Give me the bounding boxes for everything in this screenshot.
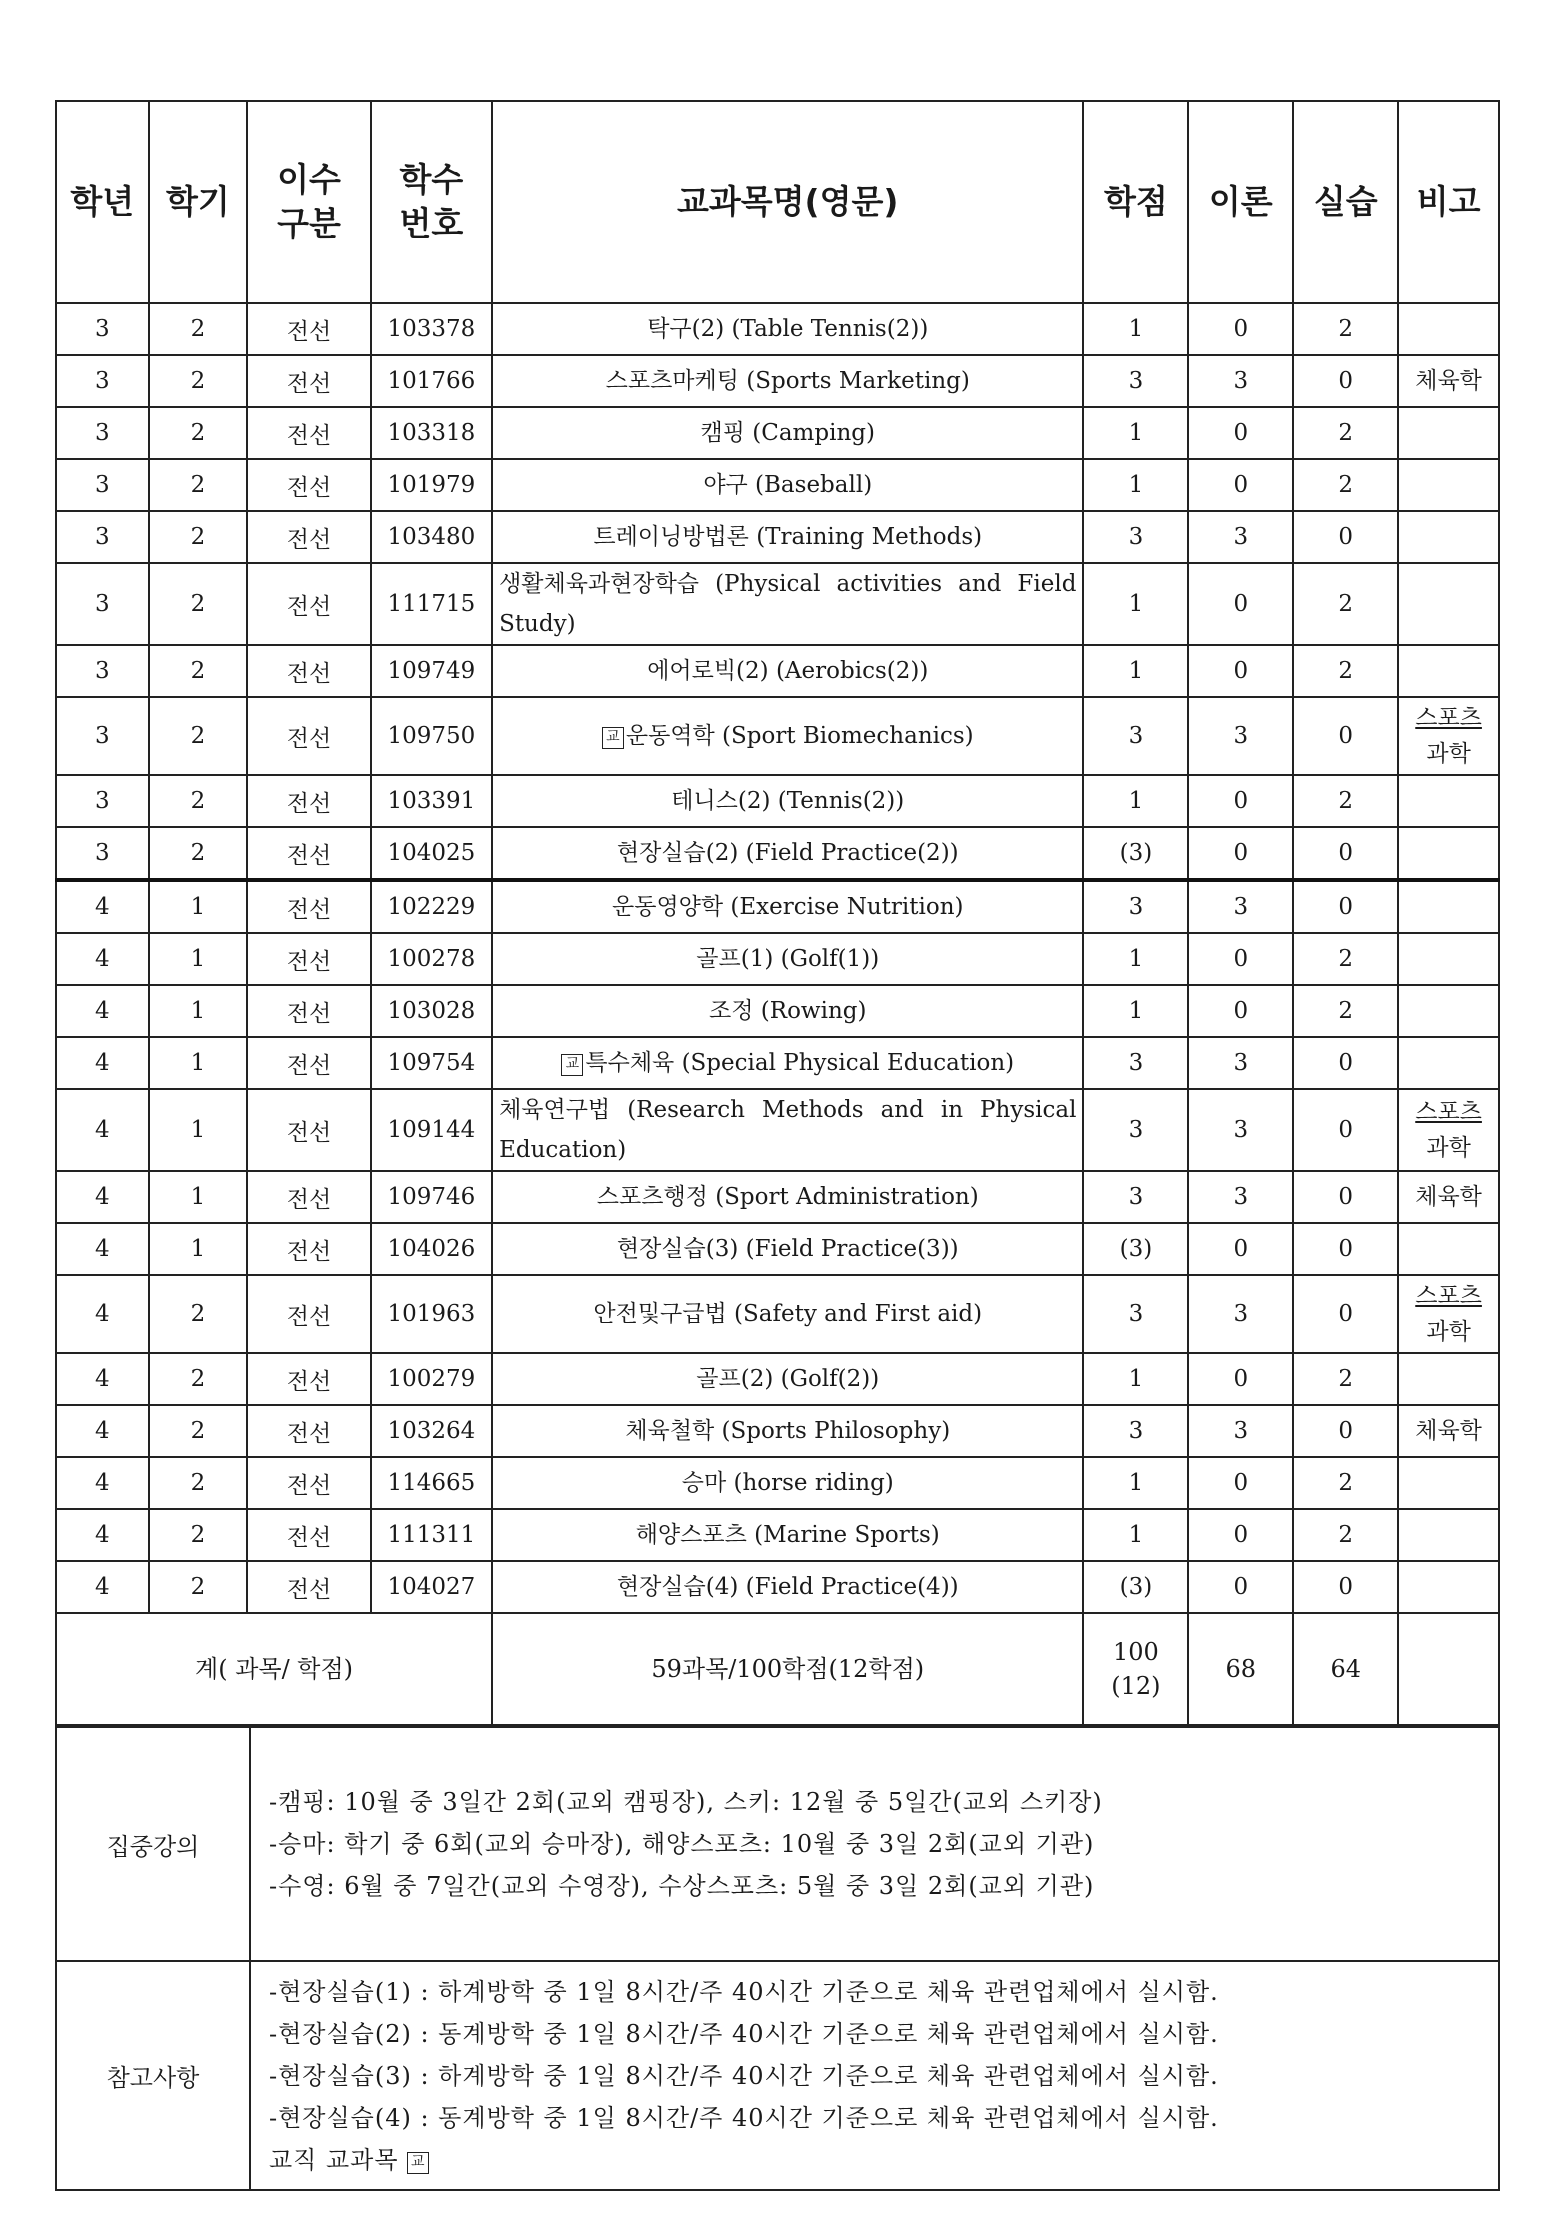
cell-note <box>1398 407 1499 459</box>
cell-year: 4 <box>56 1561 149 1613</box>
cell-practice: 2 <box>1293 1509 1398 1561</box>
table-row <box>56 1223 1499 1275</box>
cell-year: 4 <box>56 933 149 985</box>
total-theory: 68 <box>1188 1613 1293 1725</box>
cell-theory: 3 <box>1188 1037 1293 1089</box>
cell-practice: 0 <box>1293 827 1398 880</box>
cell-note <box>1398 1037 1499 1089</box>
total-credits: 100 (12) <box>1083 1613 1188 1725</box>
cell-credits: 3 <box>1083 1405 1188 1457</box>
cell-theory: 0 <box>1188 407 1293 459</box>
cell-year: 4 <box>56 1223 149 1275</box>
cell-course-name: 골프(1) (Golf(1)) <box>492 933 1083 985</box>
table-row <box>56 880 1499 933</box>
cell-year: 3 <box>56 775 149 827</box>
cell-practice: 2 <box>1293 563 1398 645</box>
table-row <box>56 645 1499 697</box>
total-row <box>56 1613 1499 1725</box>
cell-semester: 1 <box>149 985 248 1037</box>
cell-theory: 0 <box>1188 1509 1293 1561</box>
cell-code: 101766 <box>371 355 492 407</box>
notes-table <box>55 1726 1500 2191</box>
header-note: 비고 <box>1398 101 1499 303</box>
cell-course-name: 생활체육과현장학습 (Physical activities and Field Study) <box>492 563 1083 645</box>
cell-year: 4 <box>56 1171 149 1223</box>
cell-semester: 2 <box>149 827 248 880</box>
cell-year: 3 <box>56 827 149 880</box>
cell-type: 전선 <box>247 1353 370 1405</box>
cell-credits: 3 <box>1083 880 1188 933</box>
cell-semester: 2 <box>149 407 248 459</box>
header-name: 교과목명(영문) <box>492 101 1083 303</box>
header-theory: 이론 <box>1188 101 1293 303</box>
cell-semester: 1 <box>149 1037 248 1089</box>
cell-theory: 0 <box>1188 1561 1293 1613</box>
cell-year: 3 <box>56 459 149 511</box>
cell-theory: 3 <box>1188 1405 1293 1457</box>
cell-course-name: 교 운동역학 (Sport Biomechanics) <box>492 697 1083 775</box>
cell-note <box>1398 880 1499 933</box>
table-row <box>56 1509 1499 1561</box>
reference-label: 참고사항 <box>56 1961 250 2190</box>
intensive-body <box>250 1727 1499 1961</box>
cell-course-name: 조정 (Rowing) <box>492 985 1083 1037</box>
cell-theory: 0 <box>1188 303 1293 355</box>
teacher-course-mark-icon: 교 <box>407 2152 429 2174</box>
cell-type: 전선 <box>247 1037 370 1089</box>
table-row <box>56 1037 1499 1089</box>
cell-code: 109144 <box>371 1089 492 1171</box>
cell-credits: 1 <box>1083 645 1188 697</box>
cell-theory: 0 <box>1188 985 1293 1037</box>
cell-course-name: 현장실습(4) (Field Practice(4)) <box>492 1561 1083 1613</box>
cell-credits: 1 <box>1083 933 1188 985</box>
cell-practice: 0 <box>1293 1275 1398 1353</box>
cell-course-name: 에어로빅(2) (Aerobics(2)) <box>492 645 1083 697</box>
cell-course-name: 트레이닝방법론 (Training Methods) <box>492 511 1083 563</box>
cell-semester: 2 <box>149 645 248 697</box>
cell-practice: 2 <box>1293 303 1398 355</box>
cell-note <box>1398 1353 1499 1405</box>
cell-semester: 2 <box>149 775 248 827</box>
cell-year: 3 <box>56 645 149 697</box>
cell-theory: 0 <box>1188 1457 1293 1509</box>
cell-code: 111715 <box>371 563 492 645</box>
header-type: 이수 구분 <box>247 101 370 303</box>
table-row <box>56 697 1499 775</box>
table-row <box>56 827 1499 880</box>
cell-note <box>1398 511 1499 563</box>
cell-semester: 2 <box>149 1353 248 1405</box>
cell-note <box>1398 827 1499 880</box>
cell-theory: 3 <box>1188 1089 1293 1171</box>
cell-type: 전선 <box>247 459 370 511</box>
cell-credits: (3) <box>1083 1223 1188 1275</box>
cell-type: 전선 <box>247 407 370 459</box>
cell-practice: 0 <box>1293 697 1398 775</box>
reference-body <box>250 1961 1499 2190</box>
table-row <box>56 1405 1499 1457</box>
cell-note: 스포츠 과학 <box>1398 1089 1499 1171</box>
header-credits: 학점 <box>1083 101 1188 303</box>
cell-code: 103480 <box>371 511 492 563</box>
table-row <box>56 1457 1499 1509</box>
cell-code: 104025 <box>371 827 492 880</box>
table-row <box>56 1171 1499 1223</box>
cell-credits: 3 <box>1083 355 1188 407</box>
cell-code: 104027 <box>371 1561 492 1613</box>
total-summary: 59과목/100학점(12학점) <box>492 1613 1083 1725</box>
cell-practice: 0 <box>1293 355 1398 407</box>
cell-semester: 1 <box>149 1171 248 1223</box>
cell-semester: 1 <box>149 1089 248 1171</box>
cell-note <box>1398 563 1499 645</box>
cell-type: 전선 <box>247 1561 370 1613</box>
cell-code: 109754 <box>371 1037 492 1089</box>
intensive-row <box>56 1727 1499 1961</box>
table-row <box>56 1089 1499 1171</box>
cell-year: 4 <box>56 880 149 933</box>
cell-note <box>1398 933 1499 985</box>
table-row <box>56 775 1499 827</box>
cell-note: 스포츠 과학 <box>1398 1275 1499 1353</box>
cell-year: 3 <box>56 303 149 355</box>
cell-code: 109750 <box>371 697 492 775</box>
cell-year: 4 <box>56 1353 149 1405</box>
cell-type: 전선 <box>247 303 370 355</box>
cell-year: 3 <box>56 511 149 563</box>
cell-practice: 0 <box>1293 1037 1398 1089</box>
cell-practice: 0 <box>1293 1089 1398 1171</box>
cell-course-name: 운동영양학 (Exercise Nutrition) <box>492 880 1083 933</box>
table-row <box>56 985 1499 1037</box>
cell-credits: 1 <box>1083 1509 1188 1561</box>
cell-course-name: 해양스포츠 (Marine Sports) <box>492 1509 1083 1561</box>
cell-note: 체육학 <box>1398 355 1499 407</box>
intensive-line: -승마: 학기 중 6회(교외 승마장), 해양스포츠: 10월 중 3일 2회(교외 기관) <box>269 1830 1095 1858</box>
cell-practice: 2 <box>1293 459 1398 511</box>
cell-semester: 2 <box>149 563 248 645</box>
cell-practice: 0 <box>1293 511 1398 563</box>
cell-practice: 2 <box>1293 645 1398 697</box>
reference-line-teacher-course: 교직 교과목 교 <box>269 2139 1480 2181</box>
cell-year: 4 <box>56 1037 149 1089</box>
cell-type: 전선 <box>247 933 370 985</box>
cell-semester: 1 <box>149 880 248 933</box>
cell-credits: (3) <box>1083 1561 1188 1613</box>
cell-semester: 2 <box>149 355 248 407</box>
cell-course-name: 교 특수체육 (Special Physical Education) <box>492 1037 1083 1089</box>
cell-note <box>1398 1457 1499 1509</box>
cell-course-name: 현장실습(3) (Field Practice(3)) <box>492 1223 1083 1275</box>
cell-credits: 3 <box>1083 697 1188 775</box>
cell-course-name: 체육철학 (Sports Philosophy) <box>492 1405 1083 1457</box>
cell-year: 3 <box>56 697 149 775</box>
reference-row <box>56 1961 1499 2190</box>
cell-type: 전선 <box>247 1223 370 1275</box>
cell-note <box>1398 1509 1499 1561</box>
cell-note <box>1398 1561 1499 1613</box>
cell-code: 101979 <box>371 459 492 511</box>
cell-credits: 3 <box>1083 1037 1188 1089</box>
cell-practice: 0 <box>1293 1561 1398 1613</box>
cell-credits: 1 <box>1083 985 1188 1037</box>
total-note <box>1398 1613 1499 1725</box>
header-year: 학년 <box>56 101 149 303</box>
cell-theory: 0 <box>1188 1353 1293 1405</box>
cell-type: 전선 <box>247 1089 370 1171</box>
cell-type: 전선 <box>247 880 370 933</box>
cell-practice: 0 <box>1293 1171 1398 1223</box>
cell-course-name: 테니스(2) (Tennis(2)) <box>492 775 1083 827</box>
cell-note: 스포츠 과학 <box>1398 697 1499 775</box>
cell-semester: 2 <box>149 459 248 511</box>
cell-type: 전선 <box>247 1275 370 1353</box>
total-practice: 64 <box>1293 1613 1398 1725</box>
cell-type: 전선 <box>247 355 370 407</box>
cell-code: 100278 <box>371 933 492 985</box>
cell-theory: 0 <box>1188 645 1293 697</box>
reference-line: -현장실습(3) : 하계방학 중 1일 8시간/주 40시간 기준으로 체육 관련업체에서 실시함. <box>269 2061 1219 2090</box>
cell-type: 전선 <box>247 697 370 775</box>
cell-type: 전선 <box>247 827 370 880</box>
intensive-line: -수영: 6월 중 7일간(교외 수영장), 수상스포츠: 5월 중 3일 2회(교외 기관) <box>269 1872 1095 1900</box>
cell-type: 전선 <box>247 775 370 827</box>
cell-type: 전선 <box>247 1171 370 1223</box>
cell-semester: 2 <box>149 697 248 775</box>
cell-type: 전선 <box>247 1457 370 1509</box>
cell-course-name: 안전및구급법 (Safety and First aid) <box>492 1275 1083 1353</box>
cell-theory: 0 <box>1188 775 1293 827</box>
table-row <box>56 1561 1499 1613</box>
cell-credits: 3 <box>1083 1275 1188 1353</box>
cell-course-name: 스포츠행정 (Sport Administration) <box>492 1171 1083 1223</box>
cell-course-name: 현장실습(2) (Field Practice(2)) <box>492 827 1083 880</box>
table-row <box>56 303 1499 355</box>
table-row <box>56 1275 1499 1353</box>
cell-practice: 2 <box>1293 407 1398 459</box>
cell-code: 103264 <box>371 1405 492 1457</box>
course-table <box>55 100 1500 1726</box>
cell-theory: 3 <box>1188 697 1293 775</box>
cell-semester: 2 <box>149 1561 248 1613</box>
cell-type: 전선 <box>247 563 370 645</box>
header-practice: 실습 <box>1293 101 1398 303</box>
cell-year: 4 <box>56 1275 149 1353</box>
table-header-row <box>56 101 1499 303</box>
curriculum-page <box>55 100 1500 2191</box>
cell-year: 3 <box>56 563 149 645</box>
cell-code: 109749 <box>371 645 492 697</box>
cell-year: 4 <box>56 1089 149 1171</box>
cell-code: 114665 <box>371 1457 492 1509</box>
cell-theory: 0 <box>1188 827 1293 880</box>
cell-theory: 0 <box>1188 933 1293 985</box>
cell-code: 103391 <box>371 775 492 827</box>
cell-practice: 2 <box>1293 1457 1398 1509</box>
cell-theory: 0 <box>1188 1223 1293 1275</box>
cell-semester: 1 <box>149 933 248 985</box>
cell-theory: 3 <box>1188 1171 1293 1223</box>
cell-semester: 2 <box>149 1275 248 1353</box>
cell-semester: 2 <box>149 303 248 355</box>
cell-type: 전선 <box>247 985 370 1037</box>
cell-type: 전선 <box>247 1509 370 1561</box>
cell-credits: 1 <box>1083 775 1188 827</box>
cell-course-name: 승마 (horse riding) <box>492 1457 1083 1509</box>
teacher-course-mark-icon: 교 <box>561 1054 583 1076</box>
cell-code: 109746 <box>371 1171 492 1223</box>
cell-course-name: 탁구(2) (Table Tennis(2)) <box>492 303 1083 355</box>
cell-year: 4 <box>56 1509 149 1561</box>
cell-theory: 3 <box>1188 511 1293 563</box>
reference-line: -현장실습(1) : 하계방학 중 1일 8시간/주 40시간 기준으로 체육 관련업체에서 실시함. <box>269 1977 1219 2006</box>
cell-code: 103318 <box>371 407 492 459</box>
table-row <box>56 407 1499 459</box>
cell-practice: 2 <box>1293 933 1398 985</box>
cell-type: 전선 <box>247 511 370 563</box>
cell-credits: 3 <box>1083 511 1188 563</box>
cell-semester: 2 <box>149 1509 248 1561</box>
cell-code: 100279 <box>371 1353 492 1405</box>
cell-practice: 2 <box>1293 775 1398 827</box>
table-row <box>56 511 1499 563</box>
cell-year: 3 <box>56 355 149 407</box>
cell-semester: 2 <box>149 511 248 563</box>
cell-code: 101963 <box>371 1275 492 1353</box>
cell-theory: 3 <box>1188 355 1293 407</box>
cell-year: 4 <box>56 1457 149 1509</box>
cell-note: 체육학 <box>1398 1405 1499 1457</box>
cell-practice: 2 <box>1293 985 1398 1037</box>
cell-course-name: 스포츠마케팅 (Sports Marketing) <box>492 355 1083 407</box>
cell-note <box>1398 1223 1499 1275</box>
cell-credits: 1 <box>1083 459 1188 511</box>
reference-line: -현장실습(2) : 동계방학 중 1일 8시간/주 40시간 기준으로 체육 관련업체에서 실시함. <box>269 2019 1219 2048</box>
cell-note <box>1398 303 1499 355</box>
total-label: 계( 과목/ 학점) <box>56 1613 492 1725</box>
cell-credits: 3 <box>1083 1171 1188 1223</box>
cell-theory: 0 <box>1188 563 1293 645</box>
cell-credits: (3) <box>1083 827 1188 880</box>
cell-year: 3 <box>56 407 149 459</box>
cell-credits: 1 <box>1083 1457 1188 1509</box>
cell-semester: 2 <box>149 1457 248 1509</box>
cell-note <box>1398 985 1499 1037</box>
table-row <box>56 563 1499 645</box>
cell-semester: 2 <box>149 1405 248 1457</box>
cell-code: 104026 <box>371 1223 492 1275</box>
table-row <box>56 355 1499 407</box>
reference-line: -현장실습(4) : 동계방학 중 1일 8시간/주 40시간 기준으로 체육 관련업체에서 실시함. <box>269 2103 1219 2132</box>
header-semester: 학기 <box>149 101 248 303</box>
cell-theory: 3 <box>1188 1275 1293 1353</box>
cell-theory: 3 <box>1188 880 1293 933</box>
cell-code: 103028 <box>371 985 492 1037</box>
cell-note <box>1398 775 1499 827</box>
cell-type: 전선 <box>247 1405 370 1457</box>
cell-credits: 3 <box>1083 1089 1188 1171</box>
cell-theory: 0 <box>1188 459 1293 511</box>
cell-practice: 0 <box>1293 880 1398 933</box>
teacher-course-mark-icon: 교 <box>602 727 624 749</box>
cell-course-name: 골프(2) (Golf(2)) <box>492 1353 1083 1405</box>
header-code: 학수 번호 <box>371 101 492 303</box>
table-row <box>56 1353 1499 1405</box>
cell-code: 103378 <box>371 303 492 355</box>
cell-credits: 1 <box>1083 1353 1188 1405</box>
cell-note: 체육학 <box>1398 1171 1499 1223</box>
cell-practice: 2 <box>1293 1353 1398 1405</box>
cell-code: 102229 <box>371 880 492 933</box>
intensive-line: -캠핑: 10월 중 3일간 2회(교외 캠핑장), 스키: 12월 중 5일간(교외 스키장) <box>269 1788 1103 1816</box>
cell-credits: 1 <box>1083 303 1188 355</box>
cell-code: 111311 <box>371 1509 492 1561</box>
table-row <box>56 933 1499 985</box>
cell-course-name: 캠핑 (Camping) <box>492 407 1083 459</box>
intensive-label: 집중강의 <box>56 1727 250 1961</box>
cell-year: 4 <box>56 1405 149 1457</box>
table-row <box>56 459 1499 511</box>
cell-credits: 1 <box>1083 407 1188 459</box>
cell-note <box>1398 459 1499 511</box>
cell-practice: 0 <box>1293 1405 1398 1457</box>
cell-year: 4 <box>56 985 149 1037</box>
cell-note <box>1398 645 1499 697</box>
cell-practice: 0 <box>1293 1223 1398 1275</box>
cell-type: 전선 <box>247 645 370 697</box>
cell-course-name: 체육연구법 (Research Methods and in Physical Education) <box>492 1089 1083 1171</box>
cell-semester: 1 <box>149 1223 248 1275</box>
cell-credits: 1 <box>1083 563 1188 645</box>
cell-course-name: 야구 (Baseball) <box>492 459 1083 511</box>
